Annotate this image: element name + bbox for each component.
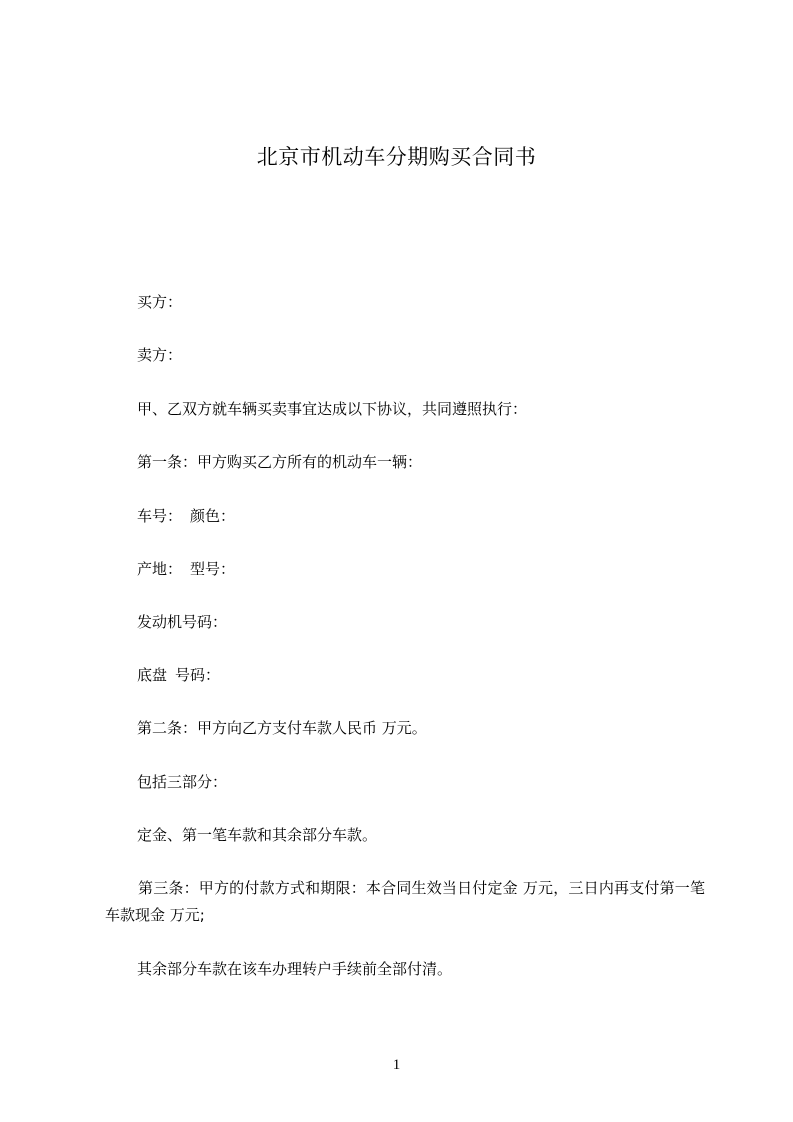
article-1: 第一条：甲方购买乙方所有的机动车一辆： xyxy=(137,453,423,471)
parts-line: 定金、第一笔车款和其余部分车款。 xyxy=(137,826,378,844)
chassis-number-label: 号码： xyxy=(175,666,221,684)
document-title: 北京市机动车分期购买合同书 xyxy=(256,145,537,169)
chassis-label: 底盘 xyxy=(137,666,168,684)
article-2: 第二条：甲方向乙方支付车款人民币 万元。 xyxy=(137,719,427,737)
engine-number-line: 发动机号码： xyxy=(137,613,228,631)
model-label: 型号： xyxy=(190,560,236,578)
origin-model-line xyxy=(137,559,235,579)
chassis-number-line xyxy=(137,665,220,685)
buyer-line: 买方： xyxy=(137,293,183,311)
intro-paragraph: 甲、乙双方就车辆买卖事宜达成以下协议，共同遵照执行： xyxy=(137,400,528,418)
plate-label: 车号： xyxy=(137,507,183,525)
color-label: 颜色： xyxy=(190,507,236,525)
remaining-payment-line: 其余部分车款在该车办理转户手续前全部付清。 xyxy=(137,960,453,978)
plate-color-line xyxy=(137,506,235,526)
article-3: 第三条：甲方的付款方式和期限：本合同生效当日付定金 万元，三日内再支付第一笔车款现金 万元; xyxy=(105,879,705,924)
seller-line: 卖方： xyxy=(137,346,183,364)
includes-line: 包括三部分： xyxy=(137,773,228,791)
origin-label: 产地： xyxy=(137,560,183,578)
page-number: 1 xyxy=(392,1057,401,1073)
